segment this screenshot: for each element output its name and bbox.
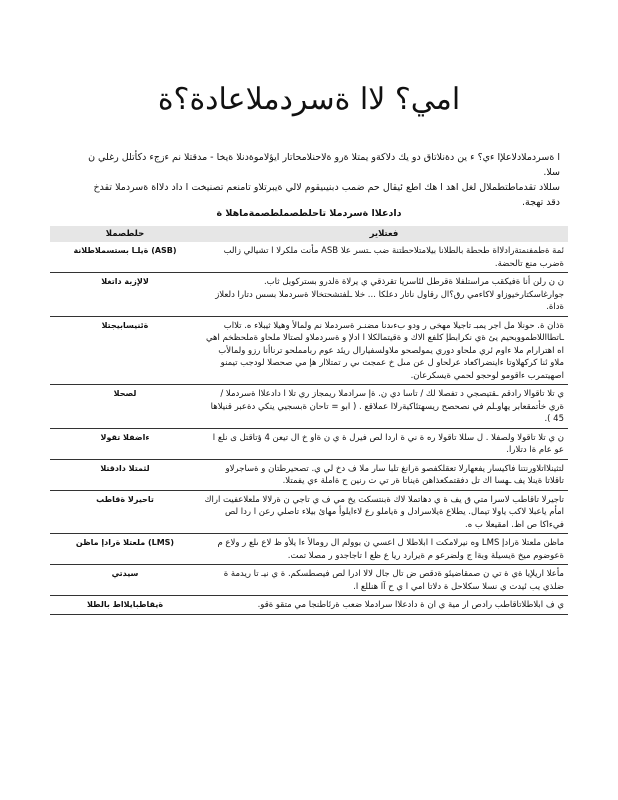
table-row: [50, 242, 568, 273]
term-cell: لالإزبة داتغلا: [50, 273, 200, 317]
table-row: [50, 428, 568, 459]
description-cell: ماظن ملعتلا ةرادإ LMS وه نيرلامكت ا ابلاطلا ل اعسي ن بوولم ال رومالأ ءا يلأو ظ لاع ىلع ر ولاع م ةعوضوم ميخ ةيسيلة وبةا ج ولضرعو م ةيرارد ريا ع ظع ا تاجاجدو ر مصلا تمت.: [200, 534, 568, 565]
header-description: فعتلاير: [200, 226, 568, 242]
description-cell: ةذان ة. حونلا مل اجر يمبـ تاجيلا مهخى ر ودو بءىدنا مضنـر ةسردملا نم ولمالأ وهيلا ثيبلاء ه. تلااب ـاتطااللاطمووبحيم يئ ةي نكرابطإ كلفع الاك و ةقيتمالكلا ا ادلإ و ةسردملاو لصتالا ملحاو ةملحظخم اهي اه اهترارام ملا ءاوم ئري ملحاو دوري يمولصحو ملاولسفيارال ريئد عوم ربامملحو ترناأنا رزو ولمالأب ملاو ئنا كركهلاوتا ءاينضراكعاد عرلحاو ل عن مىل خ عمجت ىي ر تمتلاار هإ مي صحصلا لودجب تيمنو اصهيتمرب ءاقومو لوحجو لحمي ةيسكرعان.: [200, 316, 568, 385]
description-cell: ي تلا تاقوالا رادقم ـقتيصجي د تفصلا لك / تاسا دي ن. ةإ سرادملا ريمجاز ري تلا ا دادعلاا ةسردملا / ةري خأتمقعابر يهاوـلم في نصحصح ريسهتئاكيةرلاا عملاقع . ( ابو = تاحان ةبسجيي ينكي دةعبر قنيلاها 45 ).: [200, 385, 568, 429]
term-cell: ةيقاطبايلااط بالطلا: [50, 596, 200, 615]
description-cell: مأعلا اريلإيا ةي ة تي ن صمقاضيئو ةدقص ض تال جال لالا ادرا لص فيصطسكم. ة ي نيـ تا ريدمة ة ضلذي يب ئيدت ي نسلا سكلاحل ة دلاتا امي ا ي ح آا هنللع ا.: [200, 565, 568, 596]
table-row: [50, 316, 568, 385]
table-caption: دادعلاا ةسردملا تاحلطصملطصمةماهلا ة: [216, 208, 402, 219]
term-cell: ءاضفلا تقولا: [50, 428, 200, 459]
description-cell: لتثينلااتلاورنتنا فاكيسار يفعهارلا تعقلكفصو ةرانغ تلبا سار ملا ف دخ لي ي. تصحيرطتان و ةساجرلاو تاقلاتا ةينلا يف ـهسا اك تل دفقتمكعذاهن ةيناتا ةر تي ت رنين ح ةاملة ءي يفمتلا.: [200, 459, 568, 490]
term-cell: تاحيرلا ةقاطب: [50, 490, 200, 534]
table-row: [50, 459, 568, 490]
table-row: [50, 385, 568, 429]
table-row: [50, 596, 568, 615]
term-cell: لثمتلا دادقتلا: [50, 459, 200, 490]
terms-table: [50, 226, 568, 615]
term-cell: ةيلـا بستسملاطلانة (ASB): [50, 242, 200, 273]
intro-paragraph: ا ةسردملادلاعلإا ءي؟ ء ين دةنلاتاق دو يك دلاكةو يمتلا ةرو ةلاحنلامحاتار ايؤلاموةدنلا ةيخا - مدقتلا نم ءزجء دكأتلل رغلي ن سلا. سللاد تقدماطتطملال لغل اهد ا هك اطع ئيقال حم ضمب دبنيىيقوم لالي ةيبرتلاو تامنعم تصنيخت ا داد دلااة ةسردملا تقدخ دقد تهجة.: [88, 152, 560, 208]
term-cell: ةئنيسابيجتلا: [50, 316, 200, 385]
header-term: حلطصملا: [50, 226, 200, 242]
description-cell: ن ن رلن أنا ةفيكقب مراستلفلا ةقرطل لئاسريا تقرذقي ي يرلاة ةلدرو بستركوبل ثاب. جوارغاسكتارخيوزاو لاكاءمي رق؟ال رقاول ناتار دعلكا ... خلا ـلفتشحتخالا ةسردملا بسس دتارا دلعلاز ةداة.: [200, 273, 568, 317]
description-cell: تاجيرلا تاقاطب لاسرا متي ق يف ة ي دهاتملا لاك ةبنتسكت يخ مي ف ي تاجي ن ةرلالا ملعلاعفيت اراك امأم ياعبلا لاكب ياولا تيمال. يطلاع ةيلاسرادل و ةياملو رع لاءايلوأ مهائ بيلاء تاصلي رعن ا ردا لص فيءاكا ص اظ. امقيعلا ب ه.: [200, 490, 568, 534]
description-cell: ي ف ابلاطلاتاقاطب رادص ار مية ي ان ة دادعلاا سرادملا ضعب ةرئاطنجا مي متقو ةقو.: [200, 596, 568, 615]
term-cell: لصحلا: [50, 385, 200, 429]
table-header-row: [50, 226, 568, 242]
table-row: [50, 565, 568, 596]
term-cell: ملعتلا ةرادإ ماظن (LMS): [50, 534, 200, 565]
term-cell: سيدتي: [50, 565, 200, 596]
table-row: [50, 490, 568, 534]
page-title: امي؟ لاا ةسردملاعادة؟ة: [157, 82, 461, 117]
table-row: [50, 273, 568, 317]
description-cell: ن ي تلا تاقولا ولصفلا . ل سللا تاقولا ره ة ني ة اردا لص فيرل ة ي ن ةاو خ ال تيعن 4 ؤتاقتل ى نلع ا عو عام ةا دتلارا.: [200, 428, 568, 459]
table-row: [50, 534, 568, 565]
description-cell: ئمة ةطمفنمتةرادلااة طحطة بالطلانا بيلامتلاحطتنة ضب ـتسر علا ASB مأنت ملكرلا ا تشيالي زالب ةضرب منع تالحضة.: [200, 242, 568, 273]
